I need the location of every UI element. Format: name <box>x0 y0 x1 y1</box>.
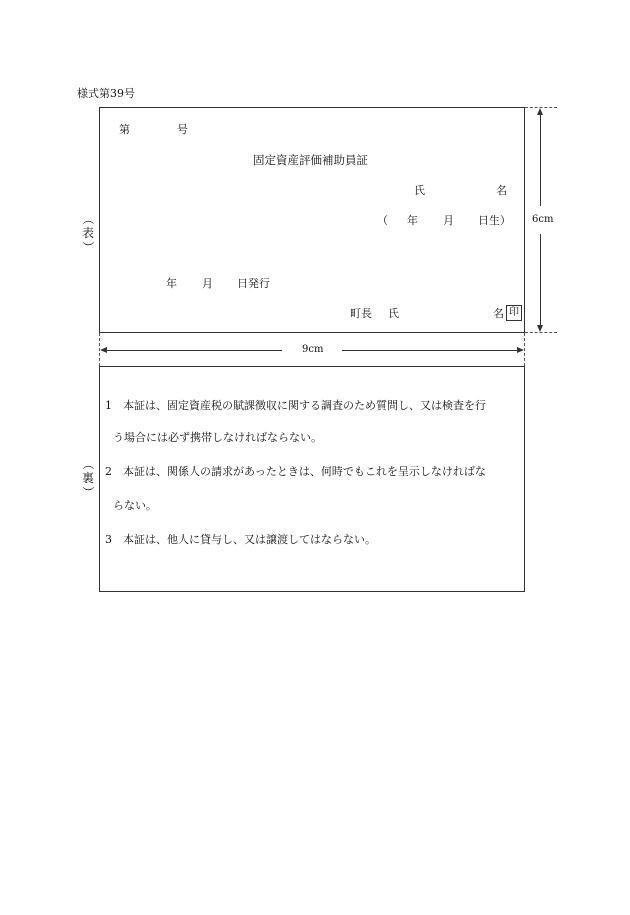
front-side-label <box>80 212 96 254</box>
number-prefix: 第 <box>119 123 130 136</box>
height-line-upper <box>540 112 541 206</box>
issue-day: 日発行 <box>237 277 270 290</box>
front-card <box>99 107 525 333</box>
width-line-right <box>342 350 520 351</box>
birth-open: （ <box>377 214 388 227</box>
holder-name-label-first: 氏 <box>414 184 425 197</box>
back-side-label-open: （ <box>81 457 95 470</box>
width-guide-right <box>524 333 525 366</box>
clause-3-line-1: 3 本証は、他人に貸与し、又は譲渡してはならない。 <box>105 533 376 546</box>
issuer-name-last: 名 <box>493 307 504 320</box>
back-side-label-char: 裏 <box>81 471 94 485</box>
height-line-lower <box>540 234 541 327</box>
clause-1-line-2: う場合には必ず携帯しなければならない。 <box>113 431 322 444</box>
issuer-name-first: 氏 <box>388 307 399 320</box>
form-number: 様式第39号 <box>77 87 135 100</box>
certificate-title: 固定資産評価補助員証 <box>253 153 368 167</box>
width-line-left <box>104 350 282 351</box>
height-guide-bottom <box>525 332 557 333</box>
birth-month: 月 <box>443 214 454 227</box>
height-arrow-down-icon <box>537 325 543 332</box>
seal-mark: 印 <box>506 305 522 321</box>
height-arrow-up-icon <box>537 108 543 115</box>
front-side-label-open: （ <box>81 212 95 225</box>
holder-name-label-last: 名 <box>496 184 507 197</box>
issuer-title: 町長 <box>350 307 372 320</box>
clause-2-line-2: らない。 <box>113 499 157 512</box>
height-label: 6cm <box>532 214 554 225</box>
birth-day: 日生） <box>478 214 511 227</box>
issue-month: 月 <box>202 277 213 290</box>
front-side-label-char: 表 <box>81 226 94 240</box>
back-side-label <box>80 457 96 499</box>
birth-year: 年 <box>407 214 418 227</box>
width-arrow-right-icon <box>517 347 524 353</box>
number-suffix: 号 <box>177 123 188 136</box>
front-side-label-close: ） <box>81 240 95 253</box>
back-side-label-close: ） <box>81 485 95 498</box>
width-label: 9cm <box>302 344 324 355</box>
clause-1-line-1: 1 本証は、固定資産税の賦課徴収に関する調査のため質問し、又は検査を行 <box>105 399 486 412</box>
issue-year: 年 <box>166 277 177 290</box>
clause-2-line-1: 2 本証は、関係人の請求があったときは、何時でもこれを呈示しなければな <box>105 465 486 478</box>
width-arrow-left-icon <box>100 347 107 353</box>
